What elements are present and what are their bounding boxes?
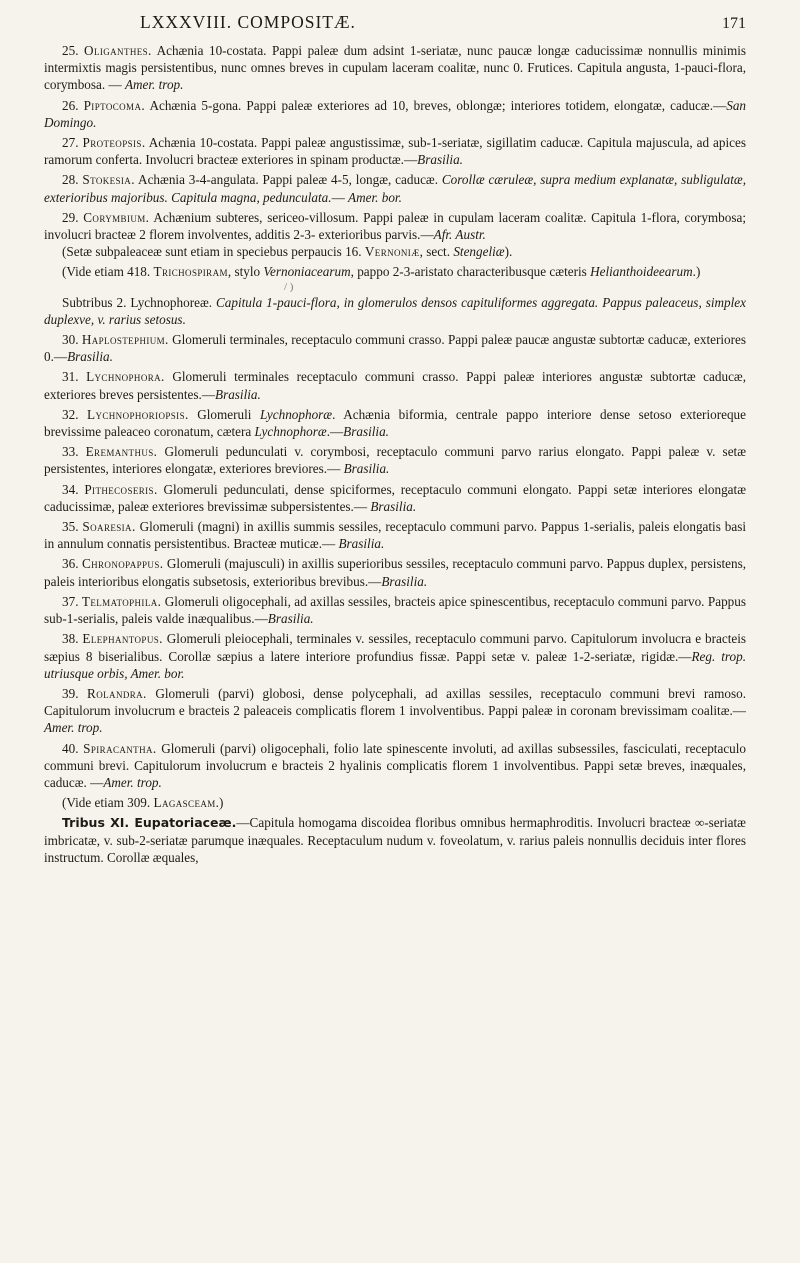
genus-entry: 35. Soaresia. Glomeruli (magni) in axillis summis sessiles, receptaculo communi parvo. Pappus 1-serialis, paleis elongatis basi in annulum connatis persistentibus. Bracteæ muticæ.— Brasilia. [44, 519, 747, 552]
genus-entry: 39. Rolandra. Glomeruli (parvi) globosi, dense polycephali, ad axillas sessiles, receptaculo communi brevi ramoso. Capitulorum involucrum e bracteis 2 paleaceis complicatis florem 1 involventibus. Pappi paleæ in coronam brevissimam coalitæ.—Amer. trop. [44, 685, 747, 736]
region: San Domingo. [44, 97, 746, 130]
region: Amer. trop. [124, 77, 184, 93]
region: Amer. bor. [348, 189, 402, 205]
note-paragraph: (Setæ subpaleaceæ sunt etiam in speciebus perpaucis 16. Vernoniæ, sect. Stengeliæ). [62, 244, 513, 260]
region: Brasilia. [215, 386, 261, 402]
genus-name: Lychnophora. [86, 369, 165, 385]
genus-entry: 32. Lychnophoriopsis. Glomeruli Lychnophoræ. Achænia biformia, centrale pappo interiore dense setoso exterioreque brevissime paleaceo coronatum, cætera Lychnophoræ.—Brasilia. [44, 406, 746, 440]
note-paragraph: (Vide etiam 309. Lagasceam.) [62, 795, 224, 811]
genus-name: Corymbium. [83, 209, 150, 225]
genus-entry: 25. Oliganthes. Achænia 10-costata. Pappi paleæ dum adsint 1-seriatæ, nunc paucæ longæ caducissimæ nonnullis minimis intermixtis magis persistentibus, nunc omnes breves in cupulam laceram coalitæ, nunc 0. Frutices. Capitula angusta, 1-pauci-flora, corymbosa. — Amer. trop. [44, 43, 747, 93]
region: Brasilia. [338, 536, 385, 552]
margin-mark: / ) [284, 280, 294, 293]
tribe-heading: Tribus XI. Eupatoriaceæ. [62, 815, 237, 831]
region: Brasilia. [370, 498, 417, 514]
genus-entry: 36. Chronopappus. Glomeruli (majusculi) in axillis superioribus sessiles, receptaculo communi parvo. Pappus duplex, persistens, paleis interioribus elongatis subsetosis, exterioribus brevibus.—Brasilia. [44, 556, 747, 589]
tribe-paragraph: Tribus XI. Eupatoriaceæ.—Capitula homogama discoidea floribus omnibus hermaphroditis. Involucri bracteæ ∞-seriatæ imbricatæ, v. sub-2-seriatæ parumque inæquales. Receptaculum nudum v. foveolatum, v. rarius paleis nonnullis deciduis inter flores instructum. Corollæ æquales, [44, 815, 746, 865]
genus-name: Telmatophila. [81, 593, 162, 609]
subtribe-heading: Subtribus 2. Lychnophoreæ. Capitula 1-pauci-flora, in glomerulos densos capituliformes aggregata. Pappus paleaceus, simplex duplexve, v. rarius setosus. [44, 294, 746, 327]
genus-entry: 31. Lychnophora. Glomeruli terminales receptaculo communi crasso. Pappi paleæ interiores angustæ subtortæ caducæ, exteriores breves persistentes.—Brasilia. [44, 369, 747, 402]
region: Reg. trop. utriusque orbis, Amer. bor. [44, 648, 747, 681]
page-number: 171 [722, 15, 746, 32]
genus-name: Pithecoseris. [84, 481, 158, 497]
region: Afr. Austr. [433, 227, 486, 243]
region: Amer. trop. [44, 720, 103, 736]
region: Brasilia. [343, 424, 389, 440]
genus-entry: 40. Spiracantha. Glomeruli (parvi) oligocephali, folio late spinescente involuti, ad axillas subsessiles, fasciculati, receptaculo communi brevi. Capitulorum involucrum e bracteis 2 hyalinis complicatis florem 1 involventibus. Pappi setæ breves, inæquales, caducæ. —Amer. trop. [44, 740, 747, 790]
region: Brasilia. [417, 152, 463, 168]
genus-name: Elephantopus. [82, 631, 163, 647]
genus-entry: 28. Stokesia. Achænia 3-4-angulata. Pappi paleæ 4-5, longæ, caducæ. Corollæ cæruleæ, supra medium explanatæ, subligulatæ, exterioribus majoribus. Capitula magna, pedunculata.— Amer. bor. [44, 172, 746, 205]
genus-name: Lychnophoriopsis. [87, 406, 189, 422]
region: Brasilia. [267, 611, 314, 627]
page-body [44, 42, 746, 866]
genus-name: Proteopsis. [82, 135, 146, 151]
region: Brasilia. [381, 573, 428, 589]
genus-entry: 26. Piptocoma. Achænia 5-gona. Pappi paleæ exteriores ad 10, breves, oblongæ; interiores totidem, elongatæ, caducæ.—San Domingo. [44, 97, 746, 130]
region: Amer. trop. [103, 774, 162, 790]
genus-entry: 33. Eremanthus. Glomeruli pedunculati v. corymbosi, receptaculo communi parvo rarius elongato. Pappi paleæ v. setæ persistentes, interiores elongatæ, exteriores breviores.— Brasilia. [44, 444, 747, 477]
region: Brasilia. [67, 349, 113, 365]
genus-entry: 30. Haplostephium. Glomeruli terminales, receptaculo communi crasso. Pappi paleæ paucæ angustæ subtortæ caducæ, exteriores 0.—Brasilia. [44, 332, 747, 365]
region: Brasilia. [343, 461, 390, 477]
genus-name: Soaresia. [82, 519, 136, 535]
genus-entry: 37. Telmatophila. Glomeruli oligocephali, ad axillas sessiles, bracteis apice spinescentibus, receptaculo communi parvo. Pappus sub-1-serialis, paleis valde inæqualibus.—Brasilia. [44, 593, 746, 627]
genus-name: Stokesia. [82, 172, 135, 188]
genus-name: Oliganthes. [84, 43, 152, 58]
genus-name: Rolandra. [87, 685, 147, 701]
note-paragraph: (Vide etiam 418. Trichospiram, stylo Vernoniacearum, pappo 2-3-aristato characteribusque cæteris Helianthoideearum.) [62, 264, 701, 280]
running-title: LXXXVIII. COMPOSITÆ. [140, 12, 356, 32]
genus-entry: 27. Proteopsis. Achænia 10-costata. Pappi paleæ angustissimæ, sub-1-seriatæ, sigillatim caducæ. Capitula majuscula, ad apices ramorum conferta. Involucri bracteæ exteriores in spinam productæ.—Brasilia. [44, 135, 746, 168]
genus-entry: 34. Pithecoseris. Glomeruli pedunculati, dense spiciformes, receptaculo communi elongato. Pappi setæ interiores elongatæ caducissimæ, paleæ exteriores brevissimæ subpersistentes.— Brasilia. [44, 481, 746, 514]
genus-name: Eremanthus. [85, 444, 158, 460]
genus-name: Spiracantha. [83, 740, 157, 756]
genus-entry: 38. Elephantopus. Glomeruli pleiocephali, terminales v. sessiles, receptaculo communi parvo. Capitulorum involucra e bracteis sæpius 8 biserialibus. Corollæ sæpius a latere interiore profundius fissæ. Pappi setæ v. paleæ 1-2-seriatæ, rigidæ.—Reg. trop. utriusque orbis, Amer. bor. [44, 631, 747, 681]
genus-name: Haplostephium. [81, 332, 169, 348]
genus-entry: 29. Corymbium. Achænium subteres, sericeo-villosum. Pappi paleæ in cupulam laceram coalitæ. Capitula 1-flora, corymbosa; involucri bracteæ 2 florem involventes, additis 2-3- exterioribus parvis.—Afr. Austr. [44, 209, 747, 243]
running-header [44, 12, 746, 42]
genus-name: Piptocoma. [83, 97, 146, 113]
genus-name: Chronopappus. [81, 556, 164, 572]
